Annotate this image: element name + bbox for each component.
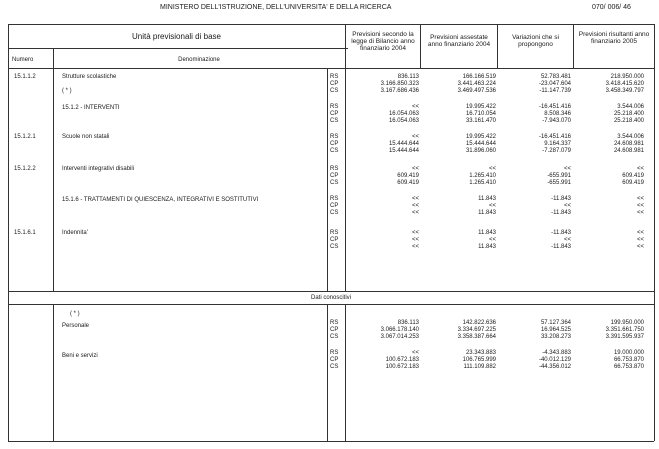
value-col2: 31.896.060	[465, 148, 496, 154]
value-col2: 19.995.422	[465, 104, 496, 110]
value-col3: -7.943.070	[542, 118, 571, 124]
value-col2: <<	[488, 203, 496, 209]
value-col4: 3.458.349.797	[605, 88, 644, 94]
row-number: 15.1.2.1	[14, 134, 36, 140]
value-col3: -655.991	[547, 173, 571, 179]
value-col1: 609.419	[397, 173, 419, 179]
denominazione-header: Denominazione	[178, 57, 220, 63]
value-col1: <<	[411, 230, 419, 236]
value-col2: 1.265.410	[469, 180, 496, 186]
value-col4: 3.351.661.750	[605, 327, 644, 333]
col2-divider	[420, 24, 421, 68]
col3-divider	[497, 24, 498, 68]
value-col1: <<	[411, 244, 419, 250]
value-col1: 3.067.014.253	[380, 334, 419, 340]
value-col3: 8.508.346	[544, 111, 571, 117]
value-col4: 609.419	[622, 173, 644, 179]
row-denomination: Personale	[62, 323, 90, 329]
value-col2: 3.334.697.225	[457, 327, 496, 333]
code-column-left	[327, 68, 328, 291]
value-col2: <<	[488, 237, 496, 243]
row-code: RS	[330, 350, 339, 356]
value-col1: <<	[411, 134, 419, 140]
value-col4: 199.950.000	[610, 320, 644, 326]
value-col3: <<	[563, 166, 571, 172]
value-col1: <<	[411, 196, 419, 202]
value-col3: -11.843	[551, 196, 571, 202]
row-note: ( * )	[62, 88, 72, 94]
row-denomination: Interventi integrativi disabili	[62, 166, 135, 172]
row-denomination: Indennita'	[62, 230, 88, 236]
value-col4: <<	[636, 230, 644, 236]
value-col1: <<	[411, 350, 419, 356]
row-code: RS	[330, 196, 339, 202]
value-col1: <<	[411, 104, 419, 110]
value-col2: 111.109.882	[463, 364, 496, 370]
value-col3: -11.843	[551, 244, 571, 250]
row-code: CS	[330, 180, 339, 186]
value-col3: -40.012.129	[538, 357, 571, 363]
values-column-left	[345, 24, 346, 291]
dati-title-border	[8, 304, 654, 305]
value-col4: 3.544.006	[617, 134, 644, 140]
value-col3: 57.127.364	[540, 320, 571, 326]
value-col1: 15.444.644	[388, 148, 419, 154]
value-col2: 19.995.422	[465, 134, 496, 140]
value-col2: 1.265.410	[469, 173, 496, 179]
dati-code-column-left	[327, 304, 328, 441]
value-col4: <<	[636, 196, 644, 202]
row-number: 15.1.6.1	[14, 230, 36, 236]
value-col4: 3.418.415.620	[605, 81, 644, 87]
value-col3: -16.451.416	[538, 134, 571, 140]
row-code: RS	[330, 230, 339, 236]
value-col4: 24.608.981	[613, 148, 644, 154]
value-col3: -11.843	[551, 230, 571, 236]
value-col1: <<	[411, 166, 419, 172]
row-denomination: 15.1.2 - INTERVENTI	[62, 105, 120, 111]
value-col4: 25.218.400	[613, 118, 644, 124]
dati-values-column-left	[345, 304, 346, 441]
value-col1: <<	[411, 210, 419, 216]
row-code: RS	[330, 104, 339, 110]
ministry-title: MINISTERO DELL'ISTRUZIONE, DELL'UNIVERSITA' E DELLA RICERCA	[160, 4, 392, 11]
value-col2: 11.843	[478, 196, 496, 202]
value-col3: <<	[563, 237, 571, 243]
value-col4: 25.218.400	[613, 111, 644, 117]
row-denomination: 15.1.6 - TRATTAMENTI DI QUIESCENZA, INTEGRATIVI E SOSTITUTIVI	[62, 197, 259, 203]
value-col1: 100.672.183	[385, 357, 419, 363]
unit-title: Unità previsionali di base	[132, 32, 221, 41]
row-code: CS	[330, 88, 339, 94]
value-col4: <<	[636, 166, 644, 172]
row-code: CP	[330, 173, 339, 179]
value-col3: -655.991	[547, 180, 571, 186]
header-bottom-border	[8, 68, 654, 69]
value-col3: -7.287.079	[542, 148, 571, 154]
value-col4: 66.753.870	[613, 364, 644, 370]
row-denomination: Beni e servizi	[62, 353, 98, 359]
value-col3: 16.964.525	[540, 327, 571, 333]
col3-header: Variazioni che si propongono	[512, 34, 559, 48]
value-col2: 3.441.463.224	[457, 81, 496, 87]
numero-column-divider	[53, 48, 54, 291]
row-denomination: Strutture scolastiche	[62, 74, 117, 80]
value-col3: -16.451.416	[538, 104, 571, 110]
value-col4: 24.608.981	[613, 141, 644, 147]
value-col4: 218.950.000	[610, 74, 644, 80]
value-col2: 15.444.644	[465, 141, 496, 147]
row-code: CS	[330, 334, 339, 340]
value-col3: -11.843	[551, 210, 571, 216]
row-code: CS	[330, 364, 339, 370]
value-col4: 66.753.870	[613, 357, 644, 363]
col2-header: Previsioni assestate anno finanziario 2004	[427, 34, 491, 48]
numero-header: Numero	[12, 57, 34, 63]
value-col3: 9.164.337	[544, 141, 571, 147]
table-bottom-border	[8, 441, 654, 442]
row-code: CP	[330, 141, 339, 147]
row-code: RS	[330, 74, 339, 80]
header-divider	[8, 48, 348, 49]
value-col4: 3.391.595.937	[605, 334, 644, 340]
value-col1: 16.054.063	[388, 111, 419, 117]
value-col2: 3.469.497.536	[457, 88, 496, 94]
row-code: CS	[330, 244, 339, 250]
value-col4: <<	[636, 203, 644, 209]
row-code: CP	[330, 111, 339, 117]
table-left-border	[8, 24, 9, 441]
value-col1: <<	[411, 237, 419, 243]
value-col1: <<	[411, 203, 419, 209]
value-col2: 142.822.636	[462, 320, 496, 326]
row-code: RS	[330, 166, 339, 172]
value-col1: 836.113	[397, 74, 419, 80]
value-col4: <<	[636, 244, 644, 250]
value-col3: 33.208.273	[540, 334, 571, 340]
value-col1: 3.166.850.323	[380, 81, 419, 87]
row-number: 15.1.1.2	[14, 74, 36, 80]
dati-note: ( * )	[70, 311, 80, 317]
value-col2: 3.358.387.664	[457, 334, 496, 340]
value-col1: 609.419	[397, 180, 419, 186]
value-col2: 166.166.519	[462, 74, 496, 80]
value-col1: 15.444.644	[388, 141, 419, 147]
row-code: CS	[330, 210, 339, 216]
value-col2: 33.161.470	[465, 118, 496, 124]
row-code: CP	[330, 203, 339, 209]
row-denomination: Scuole non statali	[62, 134, 110, 140]
row-code: RS	[330, 320, 339, 326]
value-col2: 16.710.054	[465, 111, 496, 117]
page-reference: 070/ 006/ 46	[592, 4, 631, 11]
value-col2: 23.343.883	[465, 350, 496, 356]
row-code: CP	[330, 81, 339, 87]
value-col1: 3.167.686.436	[380, 88, 419, 94]
value-col1: 836.113	[397, 320, 419, 326]
value-col4: <<	[636, 210, 644, 216]
value-col1: 3.066.178.140	[380, 327, 419, 333]
row-code: RS	[330, 134, 339, 140]
value-col4: <<	[636, 237, 644, 243]
col4-header: Previsioni risultanti anno finanziario 2005	[578, 31, 650, 45]
value-col2: 11.843	[478, 230, 496, 236]
dati-top-border	[8, 291, 654, 292]
value-col3: <<	[563, 203, 571, 209]
row-code: CS	[330, 148, 339, 154]
value-col2: <<	[488, 166, 496, 172]
col4-divider	[573, 24, 574, 68]
value-col4: 609.419	[622, 180, 644, 186]
row-code: CS	[330, 118, 339, 124]
row-code: CP	[330, 327, 339, 333]
value-col3: -11.147.739	[539, 88, 571, 94]
row-code: CP	[330, 237, 339, 243]
value-col3: -23.047.604	[538, 81, 571, 87]
value-col3: -4.343.883	[542, 350, 571, 356]
dati-title: Dati conoscitivi	[310, 295, 351, 301]
row-code: CP	[330, 357, 339, 363]
value-col4: 19.000.000	[613, 350, 644, 356]
value-col1: 100.672.183	[385, 364, 419, 370]
row-number: 15.1.2.2	[14, 166, 36, 172]
value-col2: 11.843	[478, 244, 496, 250]
dati-left-divider	[53, 304, 54, 441]
value-col1: 16.054.063	[388, 118, 419, 124]
table-top-border	[8, 24, 654, 25]
table-right-border	[654, 24, 655, 441]
value-col2: 106.765.999	[462, 357, 496, 363]
value-col3: -44.356.012	[538, 364, 571, 370]
value-col3: 52.783.481	[540, 74, 571, 80]
value-col2: 11.843	[478, 210, 496, 216]
col1-header: Previsioni secondo la legge di Bilancio anno finanziario 2004	[351, 31, 415, 52]
value-col4: 3.544.006	[617, 104, 644, 110]
